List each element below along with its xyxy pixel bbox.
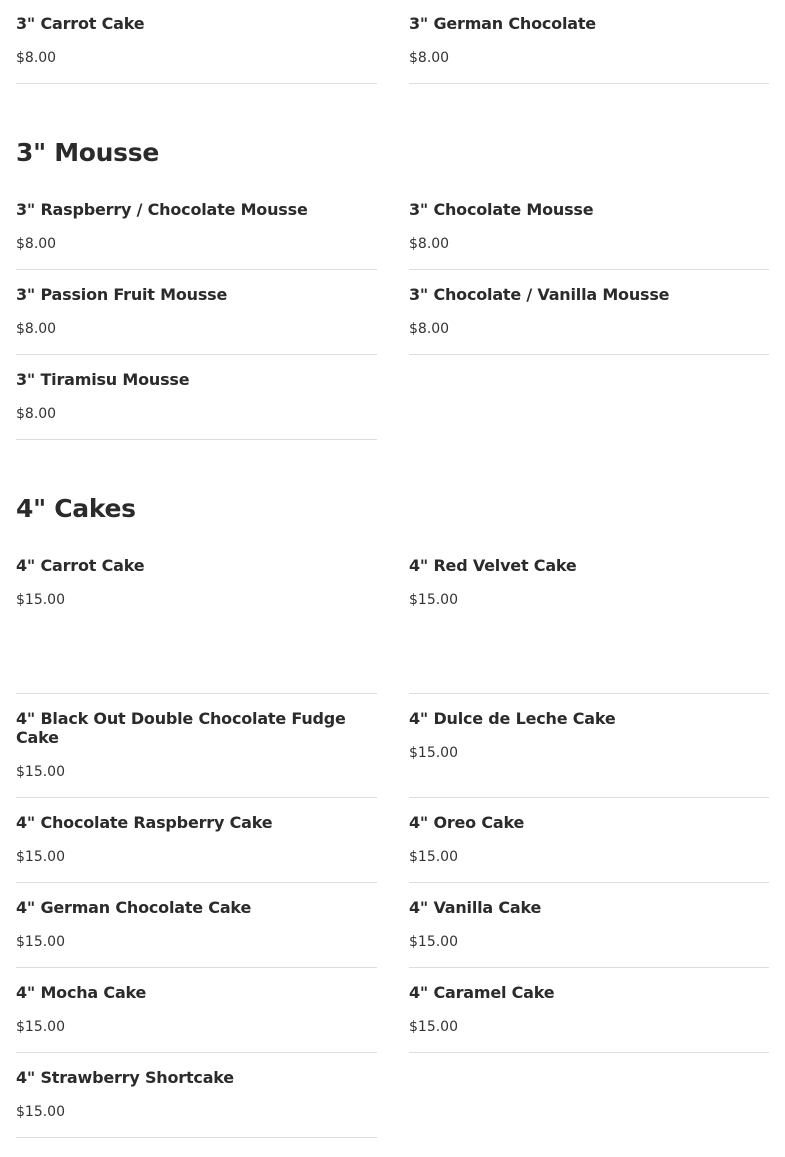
divider [409,1052,769,1053]
menu-item-price: $15.00 [16,1104,65,1120]
menu-item-price: $15.00 [16,934,65,950]
menu-item-name[interactable]: 4" Dulce de Leche Cake [409,709,616,728]
menu-item-name[interactable]: 3" Chocolate Mousse [409,200,594,219]
menu-item-price: $15.00 [409,1019,458,1035]
divider [409,354,769,355]
divider [409,797,769,798]
divider [409,882,769,883]
menu-item-price: $8.00 [409,50,450,66]
menu-item-name[interactable]: 4" Caramel Cake [409,983,555,1002]
menu-item-name[interactable]: 4" Carrot Cake [16,556,145,575]
divider [16,797,377,798]
divider [16,1052,377,1053]
menu-item-name[interactable]: 3" Carrot Cake [16,14,145,33]
menu-item-price: $8.00 [16,50,57,66]
divider [16,354,377,355]
section-heading-4-cakes: 4" Cakes [16,494,136,523]
menu-item-price: $15.00 [409,934,458,950]
menu-item-price: $15.00 [409,745,458,761]
menu-item-name[interactable]: 4" German Chocolate Cake [16,898,252,917]
menu-item-price: $15.00 [409,849,458,865]
divider [16,439,377,440]
divider [409,693,769,694]
divider [16,882,377,883]
divider [16,693,377,694]
menu-item-price: $8.00 [16,321,57,337]
menu-item-name[interactable]: 4" Mocha Cake [16,983,147,1002]
menu-item-name[interactable]: 4" Chocolate Raspberry Cake [16,813,273,832]
section-heading-mousse: 3" Mousse [16,138,159,167]
divider [16,269,377,270]
divider [409,967,769,968]
menu-item-price: $15.00 [409,592,458,608]
menu-item-price: $8.00 [409,321,450,337]
menu-item-name[interactable]: 4" Red Velvet Cake [409,556,577,575]
menu-item-name[interactable]: 4" Oreo Cake [409,813,525,832]
menu-item-name[interactable]: 3" Chocolate / Vanilla Mousse [409,285,670,304]
menu-item-price: $15.00 [16,592,65,608]
menu-item-name[interactable]: 3" Passion Fruit Mousse [16,285,228,304]
menu-item-name[interactable]: 3" Raspberry / Chocolate Mousse [16,200,308,219]
menu-item-price: $8.00 [409,236,450,252]
menu-item-price: $15.00 [16,764,65,780]
divider [16,83,377,84]
divider [16,1137,377,1138]
menu-item-name[interactable]: 3" German Chocolate [409,14,596,33]
divider [409,83,769,84]
menu-item-price: $8.00 [16,406,57,422]
menu-item-price: $15.00 [16,1019,65,1035]
menu-item-name[interactable]: 4" Black Out Double Chocolate Fudge Cake [16,709,346,747]
menu-item-price: $8.00 [16,236,57,252]
menu-item-name[interactable]: 4" Strawberry Shortcake [16,1068,234,1087]
menu-item-name[interactable]: 3" Tiramisu Mousse [16,370,190,389]
menu-item-price: $15.00 [16,849,65,865]
divider [16,967,377,968]
divider [409,269,769,270]
menu-item-name[interactable]: 4" Vanilla Cake [409,898,542,917]
